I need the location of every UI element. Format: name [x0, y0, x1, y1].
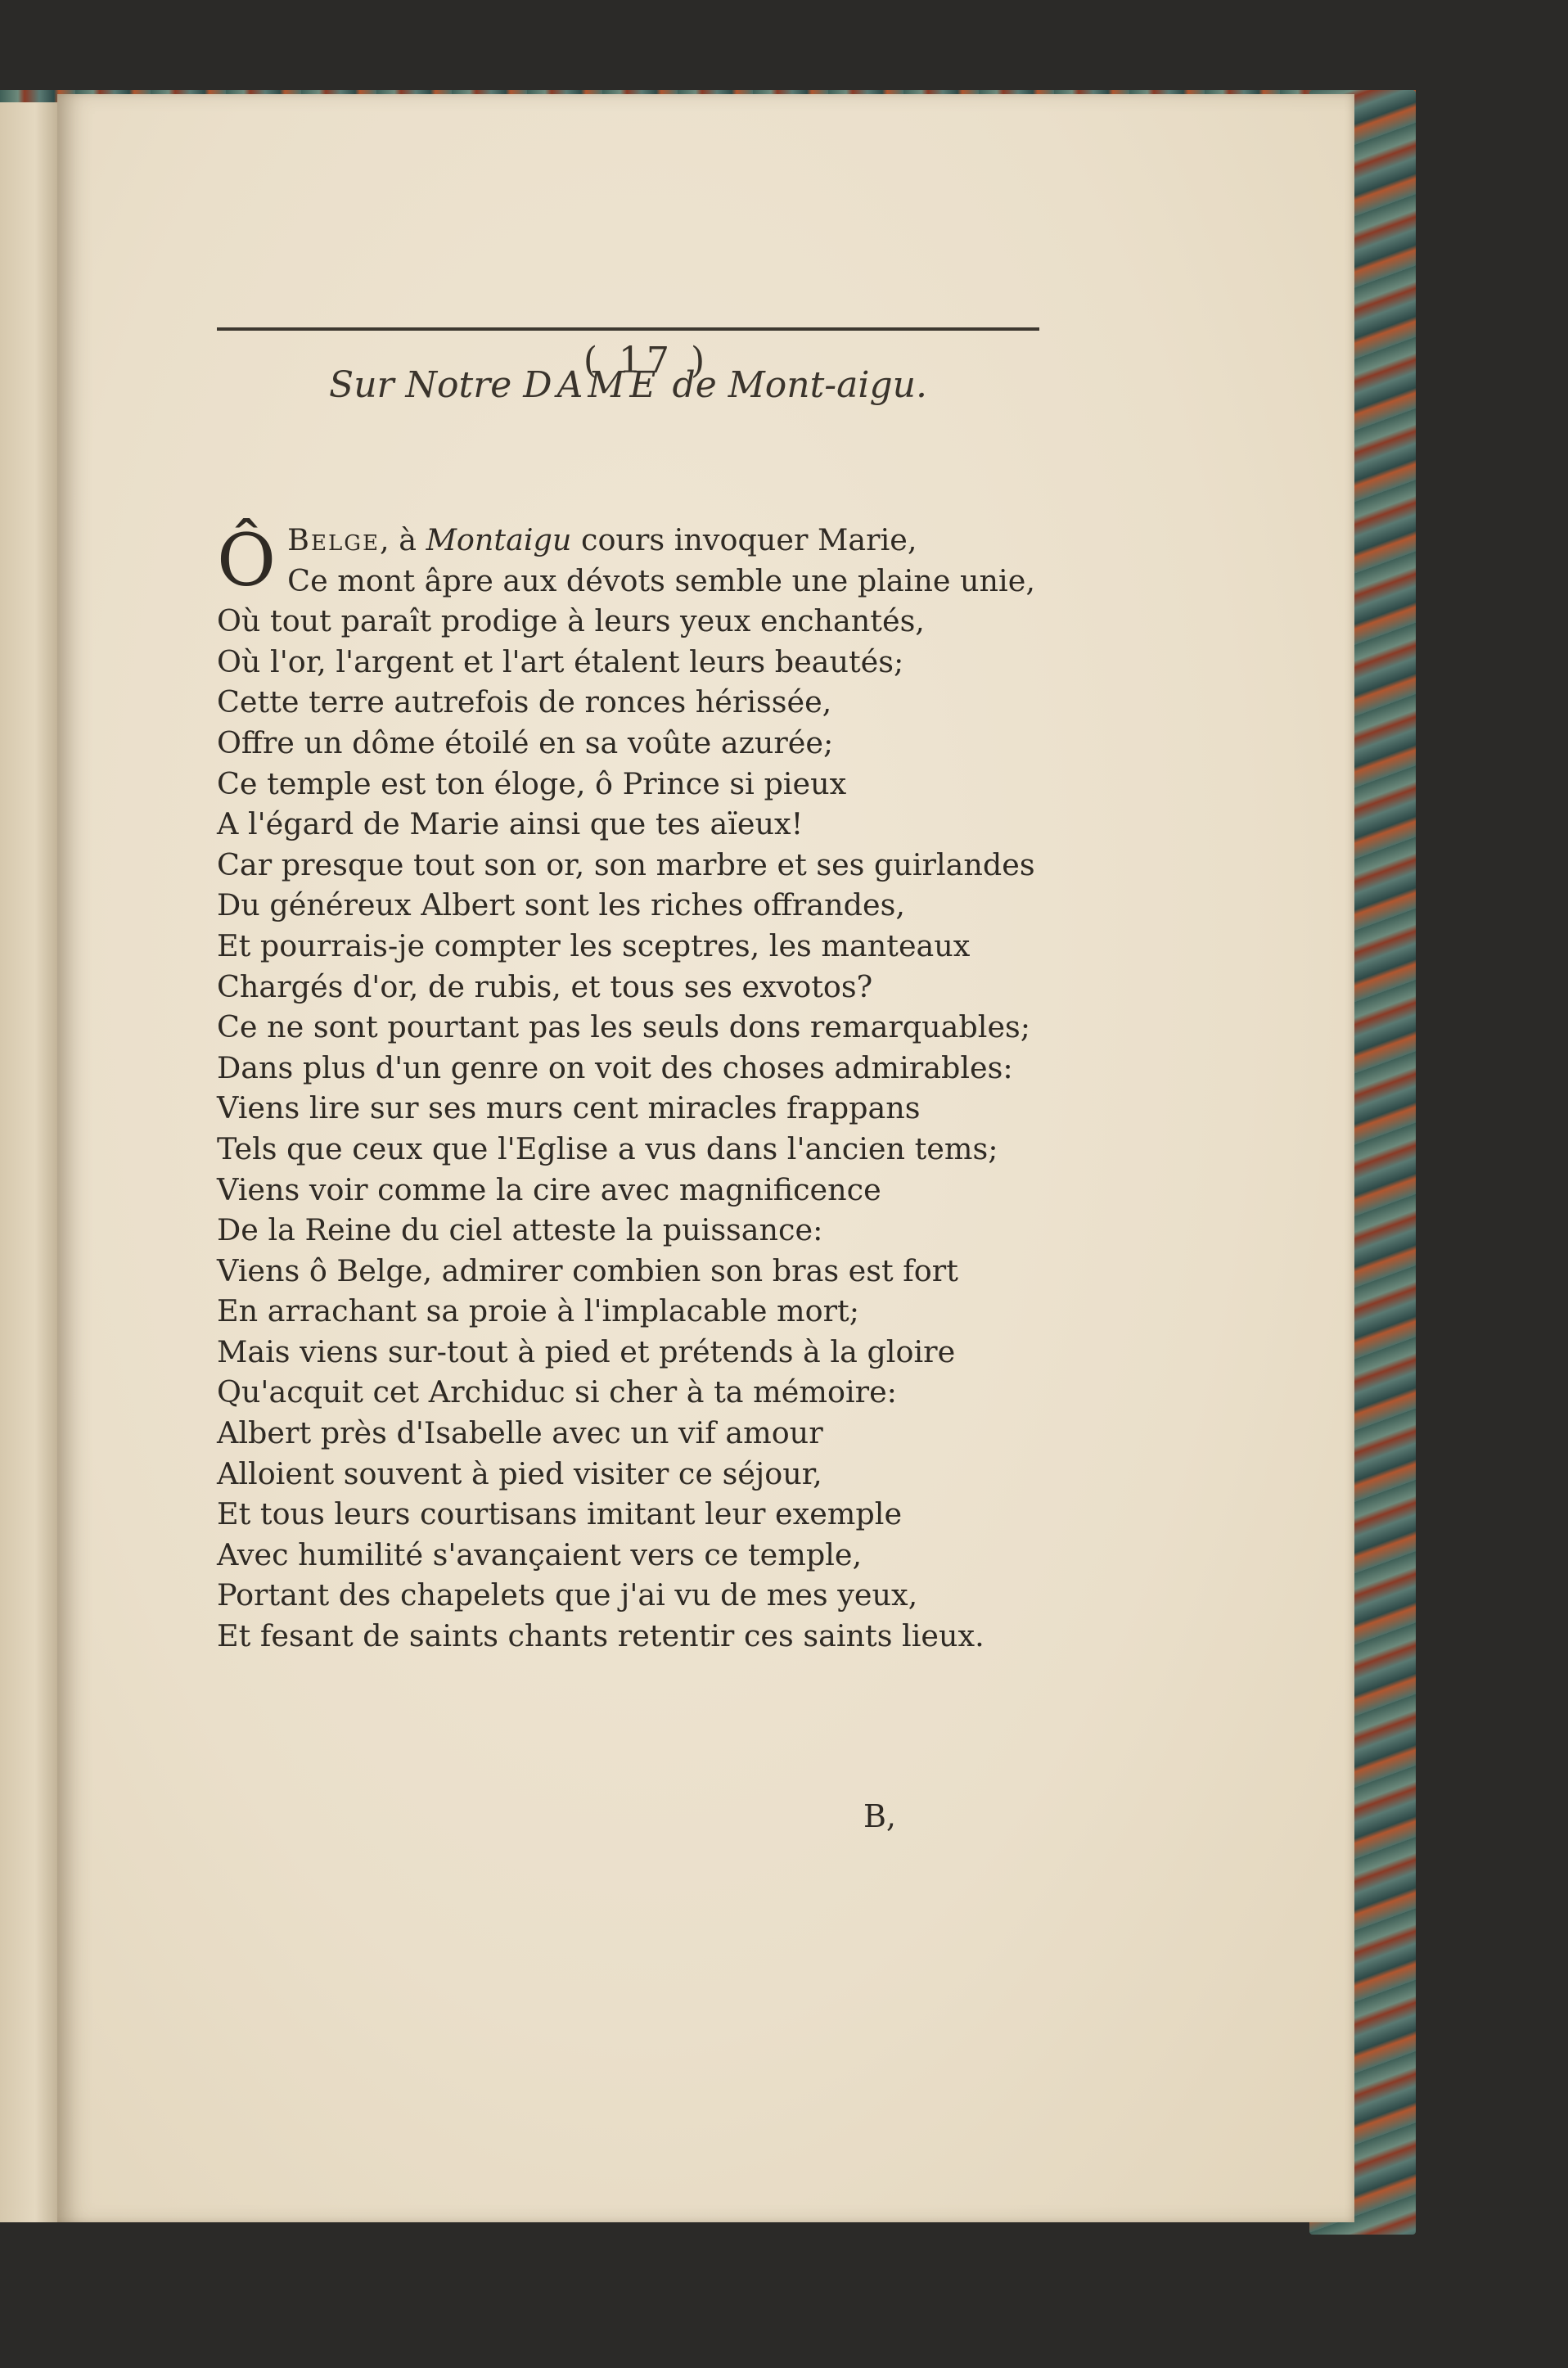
poem-line: Viens ô Belge, admirer combien son bras est fort — [217, 1252, 958, 1288]
poem-line: De la Reine du ciel atteste la puissance: — [217, 1212, 823, 1248]
title-caps: DAME — [523, 364, 661, 406]
poem-line: Viens lire sur ses murs cent miracles frappans — [217, 1090, 921, 1126]
poem-line: Ce temple est ton éloge, ô Prince si pieux — [217, 765, 847, 801]
poem-title — [217, 364, 1039, 406]
book-page — [57, 94, 1354, 2222]
poem-line: Car presque tout son or, son marbre et ses guirlandes — [217, 846, 1035, 882]
title-prefix: Sur Notre — [329, 364, 512, 406]
header-rule — [217, 327, 1039, 331]
poem-line: Et pourrais-je compter les sceptres, les manteaux — [217, 927, 971, 963]
poem-line: Portant des chapelets que j'ai vu de mes yeux, — [217, 1577, 918, 1613]
poem-lines — [217, 561, 1060, 1657]
title-suffix: de Mont-aigu. — [672, 364, 927, 406]
first-word: Belge — [287, 522, 380, 557]
poem-line: Où l'or, l'argent et l'art étalent leurs beautés; — [217, 643, 904, 679]
poem-line: Du généreux Albert sont les riches offrandes, — [217, 887, 905, 923]
catchword: B, — [863, 1798, 897, 1834]
poem-line: Chargés d'or, de rubis, et tous ses exvotos? — [217, 968, 873, 1004]
poem-line: Avec humilité s'avançaient vers ce temple, — [217, 1536, 863, 1572]
first-line-part-2: cours invoquer Marie, — [571, 522, 917, 557]
first-line-part-1: , à — [379, 522, 426, 557]
poem-line: Où tout paraît prodige à leurs yeux enchantés, — [217, 603, 925, 639]
poem-line: Ce mont âpre aux dévots semble une plaine unie, — [287, 562, 1035, 598]
poem-line: A l'égard de Marie ainsi que tes aïeux! — [217, 806, 804, 842]
poem-line: Offre un dôme étoilé en sa voûte azurée; — [217, 724, 834, 760]
poem-line: Mais viens sur-tout à pied et prétends à la gloire — [217, 1333, 956, 1369]
poem-line: Alloient souvent à pied visiter ce séjour, — [217, 1455, 822, 1491]
poem-body — [217, 520, 1060, 1657]
poem-line-first — [217, 520, 1060, 561]
drop-cap: Ô — [217, 518, 277, 602]
poem-line: Dans plus d'un genre on voit des choses admirables: — [217, 1049, 1013, 1085]
poem-line: Albert près d'Isabelle avec un vif amour — [217, 1415, 823, 1451]
poem-line: Cette terre autrefois de ronces hérissée, — [217, 684, 832, 720]
facing-page-edge — [0, 102, 64, 2222]
poem-line: Qu'acquit cet Archiduc si cher à ta mémoire: — [217, 1374, 897, 1410]
poem-line: Et tous leurs courtisans imitant leur exemple — [217, 1496, 903, 1532]
poem-line: Ce ne sont pourtant pas les seuls dons remarquables; — [217, 1009, 1031, 1045]
first-line-italic: Montaigu — [426, 522, 572, 557]
poem-line: Et fesant de saints chants retentir ces saints lieux. — [217, 1618, 985, 1654]
poem-line: Tels que ceux que l'Eglise a vus dans l'ancien tems; — [217, 1130, 998, 1166]
poem-line: Viens voir comme la cire avec magnificence — [217, 1171, 881, 1207]
page-number: ( 17 ) — [583, 340, 710, 381]
poem-line: En arrachant sa proie à l'implacable mort; — [217, 1293, 860, 1329]
